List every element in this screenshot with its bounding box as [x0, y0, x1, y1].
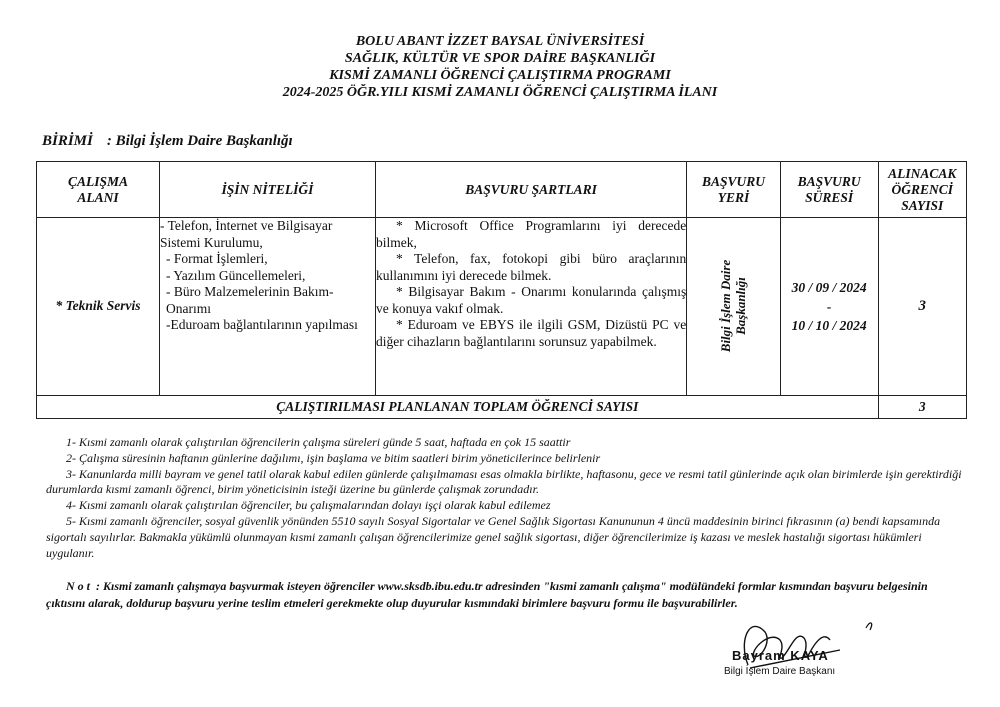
header-line-4: 2024-2025 ÖĞR.YILI KISMİ ZAMANLI ÖĞRENCİ ÇALIŞTIRMA İLANI — [282, 85, 718, 100]
note-item: 5- Kısmi zamanlı öğrenciler, sosyal güvenlik yönünden 5510 sayılı Sosyal Sigortalar ve Genel Sağlık Sigortası Kanununun 4 üncü maddesinin birinci fıkrasının (a) bendi kapsamında sigortalı sayılırlar. Bakmakla yükümlü olunmayan kısmi zamanlı çalışan öğrencilerimize genel sağlık sigortası, diğer öğrencilerimize iş kazası ve meslek hastalığı sigortası hükümleri uygulanır. — [46, 513, 941, 560]
nitelik-item: - Yazılım Güncellemeleri, — [165, 267, 306, 283]
yer-text: Bilgi İşlem Daire Başkanlığı — [718, 259, 749, 352]
sart-item: * Microsoft Office Programlarını iyi derecede bilmek, — [375, 218, 687, 250]
unit-line — [42, 133, 293, 150]
document-header — [0, 33, 1000, 101]
nitelik-item: - Format İşlemleri, — [165, 251, 268, 266]
notes-list — [46, 435, 964, 561]
cell-sayi: 3 — [878, 218, 966, 396]
unit-value: : Bilgi İşlem Daire Başkanlığı — [106, 133, 293, 149]
nitelik-item: - Telefon, İnternet ve Bilgisayar Sistemi Kurulumu, — [159, 218, 333, 250]
sure-sep: - — [826, 299, 832, 314]
header-line-2: SAĞLIK, KÜLTÜR VE SPOR DAİRE BAŞKANLIĞI — [344, 51, 656, 66]
table-header-row — [37, 162, 967, 218]
signatory-name: Bayram KAYA — [732, 648, 829, 663]
header-sure: BAŞVURU SÜRESİ — [780, 162, 878, 218]
cell-alan: * Teknik Servis — [37, 218, 160, 396]
nitelik-item: - Büro Malzemelerinin Bakım-Onarımı — [165, 284, 334, 316]
note-item: 2- Çalışma süresinin haftanın günlerine dağılımı, işin başlama ve bitim saatleri birim yöneticilerince belirlenir — [66, 450, 601, 465]
signatory-role: Bilgi İşlem Daire Başkanı — [724, 666, 836, 677]
nitelik-item: -Eduroam bağlantılarının yapılması — [165, 317, 358, 332]
signature-block — [720, 610, 910, 700]
sure-start: 30 / 09 / 2024 — [791, 280, 867, 295]
header-sayi: ALINACAK ÖĞRENCİ SAYISI — [878, 162, 966, 218]
note-item: 4- Kısmi zamanlı olarak çalıştırılan öğrenciler, bu çalışmalarından dolayı işçi olarak kabul edilemez — [66, 498, 551, 513]
header-sartlar: BAŞVURU ŞARTLARI — [375, 162, 686, 218]
unit-label: BİRİMİ — [42, 133, 93, 149]
sart-item: * Bilgisayar Bakım - Onarımı konularında çalışmış ve konuya vakıf olmak. — [375, 284, 687, 316]
application-note — [46, 578, 964, 612]
cell-sure — [780, 218, 878, 396]
header-nitelik: İŞİN NİTELİĞİ — [159, 162, 375, 218]
header-alan: ÇALIŞMA ALANI — [37, 162, 160, 218]
total-value: 3 — [878, 396, 966, 419]
sure-end: 10 / 10 / 2024 — [791, 318, 867, 333]
header-line-3: KISMİ ZAMANLI ÖĞRENCİ ÇALIŞTIRMA PROGRAMI — [329, 68, 671, 83]
note-item: 1- Kısmi zamanlı olarak çalıştırılan öğrencilerin çalışma süreleri günde 5 saat, haftada en çok 15 saattir — [66, 435, 571, 449]
sart-item: * Eduroam ve EBYS ile ilgili GSM, Dizüstü PC ve diğer cihazların bağlantılarını sorunsuz yapabilmek. — [375, 317, 687, 349]
table-row — [37, 218, 967, 396]
header-line-1: BOLU ABANT İZZET BAYSAL ÜNİVERSİTESİ — [355, 34, 645, 49]
cell-nitelik — [159, 218, 375, 396]
header-yer: BAŞVURU YERİ — [687, 162, 780, 218]
total-label: ÇALIŞTIRILMASI PLANLANAN TOPLAM ÖĞRENCİ SAYISI — [37, 396, 879, 419]
cell-yer — [687, 218, 780, 396]
note-item: 3- Kanunlarda milli bayram ve genel tatil olarak kabul edilen günlerde çalışılmaması esas olmakla birlikte, haftasonu, gece ve resmi tatil günlerinde açık olan birimlerde işin gerektirdiği durumlarda kısmi zamanlı öğrenci, birim yöneticisinin isteği üzerine bu günlerde çalışmak zorundadır. — [46, 466, 962, 497]
table-total-row — [37, 396, 967, 419]
job-table — [36, 161, 967, 419]
cell-sartlar — [375, 218, 686, 396]
note-text: : Kısmi zamanlı çalışmaya başvurmak isteyen öğrenciler www.sksdb.ibu.edu.tr adresinden "kısmi zamanlı çalışma" modülündeki formlar kısmından başvuru belgesinin çıktısını alarak, doldurup başvuru yerine teslim etmeleri gerekmekte olup duyurular kısmındaki birimlere başvuru formu ile başvurabilirler. — [46, 579, 928, 610]
note-label: Not — [66, 579, 93, 593]
sart-item: * Telefon, fax, fotokopi gibi büro araçlarının kullanımını iyi derecede bilmek. — [375, 251, 687, 283]
